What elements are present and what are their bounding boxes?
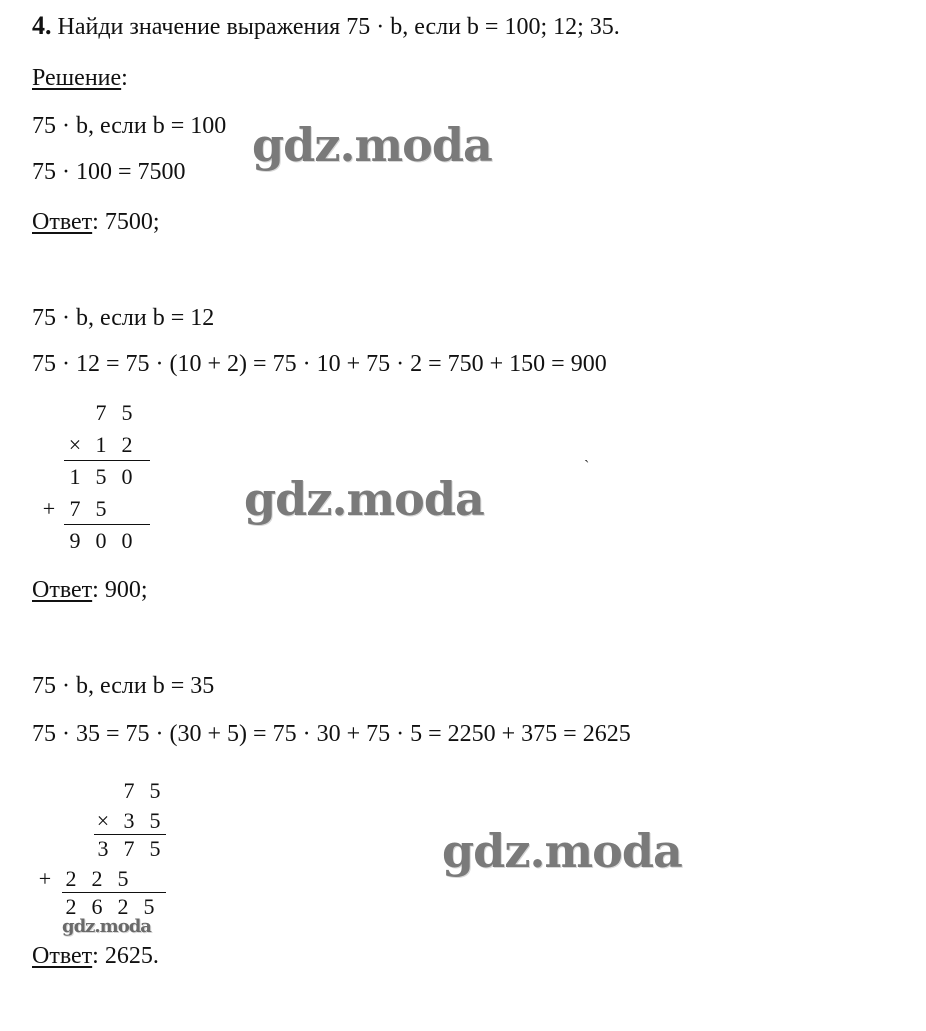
column-rule: [64, 524, 150, 525]
column-row-multiplicand: 7 5: [123, 778, 161, 803]
solution-label: Решение: [32, 65, 122, 91]
answer-value: : 7500;: [92, 209, 160, 235]
answer-label: Ответ: [32, 209, 93, 235]
part2-calc: 75 · 12 = 75 · (10 + 2) = 75 · 10 + 75 · 2 = 750 + 150 = 900: [32, 351, 607, 377]
column-row-partial-2: + 2 2 5: [38, 866, 129, 891]
column-rule: [62, 892, 166, 893]
task-number: 4.: [32, 11, 52, 40]
solution-heading: Решение:: [32, 65, 128, 91]
column-row-multiplicand: 7 5: [95, 400, 133, 425]
part1-condition: 75 · b, если b = 100: [32, 113, 227, 139]
answer-label: Ответ: [32, 577, 93, 603]
column-row-partial-2: + 7 5: [42, 496, 107, 521]
column-row-partial-1: 1 5 0: [69, 464, 133, 489]
answer-value: : 2625.: [92, 943, 159, 969]
watermark: gdz.moda: [442, 824, 682, 878]
watermark: gdz.moda: [252, 118, 492, 172]
watermark: gdz.moda: [62, 916, 151, 937]
watermark: gdz.moda: [244, 472, 484, 526]
part3-calc: 75 · 35 = 75 · (30 + 5) = 75 · 30 + 75 · 5 = 2250 + 375 = 2625: [32, 721, 631, 747]
column-rule: [94, 834, 166, 835]
task-header: [32, 12, 620, 41]
column-row-multiplier: × 1 2: [68, 432, 133, 457]
column-row-partial-1: 3 7 5: [97, 836, 161, 861]
part3-answer: [32, 942, 159, 970]
answer-value: : 900;: [92, 577, 148, 603]
column-row-result: 9 0 0: [69, 528, 133, 553]
column-row-multiplier: × 3 5: [96, 808, 161, 833]
part2-condition: 75 · b, если b = 12: [32, 305, 215, 331]
answer-label: Ответ: [32, 943, 93, 969]
part1-answer: [32, 208, 160, 236]
part3-condition: 75 · b, если b = 35: [32, 673, 215, 699]
column-rule: [64, 460, 150, 461]
stray-mark: ˋ: [584, 458, 590, 475]
column-row-result: 2 6 2 5: [65, 894, 155, 919]
part2-answer: [32, 576, 148, 604]
task-text: Найди значение выражения 75 · b, если b = 100; 12; 35.: [57, 14, 620, 40]
part1-calc: 75 · 100 = 7500: [32, 159, 186, 185]
